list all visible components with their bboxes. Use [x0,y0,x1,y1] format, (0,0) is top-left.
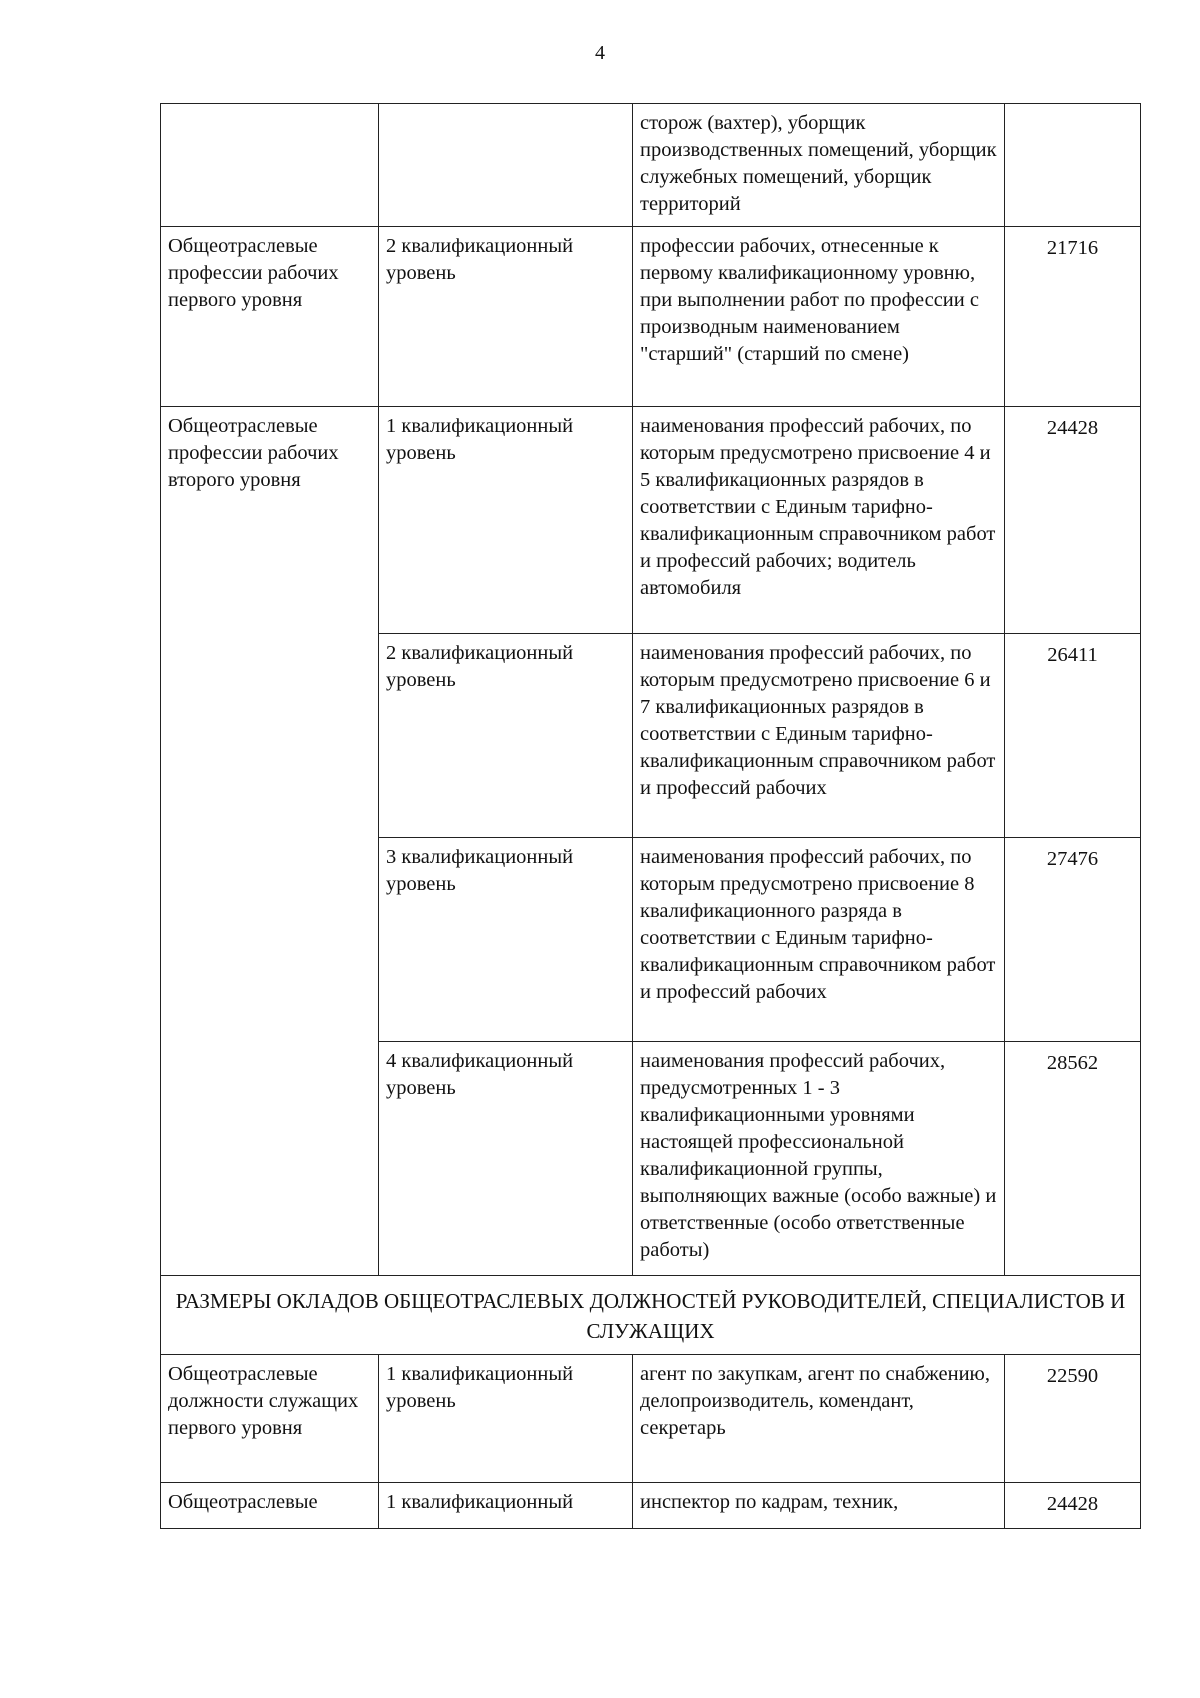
page-number: 4 [595,42,605,64]
professions-cell: инспектор по кадрам, техник, [633,1483,1005,1529]
level-cell: 3 квалификационный уровень [379,838,633,1042]
table-row [161,104,1141,227]
section-title: РАЗМЕРЫ ОКЛАДОВ ОБЩЕОТРАСЛЕВЫХ ДОЛЖНОСТЕЙ РУКОВОДИТЕЛЕЙ, СПЕЦИАЛИСТОВ И СЛУЖАЩИХ [161,1276,1141,1355]
group-cell [161,104,379,227]
group-cell: Общеотраслевые профессии рабочих второго уровня [161,407,379,1276]
level-cell: 2 квалификационный уровень [379,634,633,838]
professions-cell: наименования профессий рабочих, предусмотренных 1 - 3 квалификационными уровнями настоящей профессиональной квалификационной группы, выполняющих важные (особо важные) и ответственные (особо ответственные работы) [633,1042,1005,1276]
level-cell: 2 квалификационный уровень [379,227,633,407]
professions-cell: профессии рабочих, отнесенные к первому квалификационному уровню, при выполнении работ по профессии с производным наименованием "старший" (старший по смене) [633,227,1005,407]
salary-cell: 24428 [1005,1483,1141,1529]
salary-cell: 26411 [1005,634,1141,838]
salary-cell: 24428 [1005,407,1141,634]
table-row [161,407,1141,634]
salary-cell: 22590 [1005,1355,1141,1483]
salary-cell [1005,104,1141,227]
professions-cell: наименования профессий рабочих, по которым предусмотрено присвоение 8 квалификационного разряда в соответствии с Единым тарифно-квалификационным справочником работ и профессий рабочих [633,838,1005,1042]
salary-cell: 27476 [1005,838,1141,1042]
professions-cell: наименования профессий рабочих, по которым предусмотрено присвоение 6 и 7 квалификационных разрядов в соответствии с Единым тарифно-квалификационным справочником работ и профессий рабочих [633,634,1005,838]
table-row [161,227,1141,407]
professions-cell: сторож (вахтер), уборщик производственных помещений, уборщик служебных помещений, уборщик территорий [633,104,1005,227]
group-cell: Общеотраслевые профессии рабочих первого уровня [161,227,379,407]
level-cell [379,104,633,227]
level-cell: 4 квалификационный уровень [379,1042,633,1276]
group-cell: Общеотраслевые должности служащих первого уровня [161,1355,379,1483]
professions-cell: агент по закупкам, агент по снабжению, делопроизводитель, комендант, секретарь [633,1355,1005,1483]
table-row [161,1483,1141,1529]
salary-table [160,103,1141,1529]
level-cell: 1 квалификационный уровень [379,1355,633,1483]
group-cell: Общеотраслевые [161,1483,379,1529]
table-row [161,1355,1141,1483]
professions-cell: наименования профессий рабочих, по которым предусмотрено присвоение 4 и 5 квалификационных разрядов в соответствии с Единым тарифно-квалификационным справочником работ и профессий рабочих; водитель автомобиля [633,407,1005,634]
salary-cell: 28562 [1005,1042,1141,1276]
section-row [161,1276,1141,1355]
level-cell: 1 квалификационный [379,1483,633,1529]
salary-cell: 21716 [1005,227,1141,407]
level-cell: 1 квалификационный уровень [379,407,633,634]
